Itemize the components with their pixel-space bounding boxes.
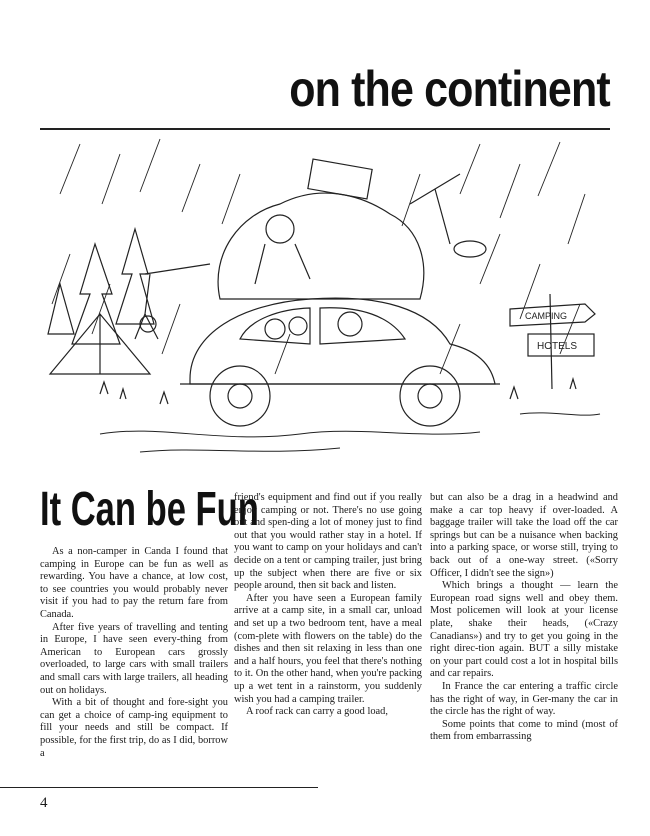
paragraph: but can also be a drag in a headwind and make a car top heavy if over-loaded. A baggage trailer will take the load off the car springs but can be a nuisance when backing into a parking space, or worse still, trying to back out of a one-way street. («Sorry Officer, I didn't see the sign»)	[430, 492, 618, 579]
title-rule	[40, 128, 610, 130]
pine-trees	[48, 229, 154, 344]
paragraph: After you have seen a European family arrive at a camp site, in a small car, unload and set up a two bedroom tent, have a meal (com-plete with flowers on the table) do the dishes and then sit relaxing in less than one and a half hours, you feel that there's nothing to it. On the other hand, when you're packing up a wet tent in a rainstorm, you suddenly wish you had a camping trailer.	[234, 592, 422, 705]
sign-camping: CAMPING	[525, 311, 568, 321]
article-column-3	[430, 492, 618, 744]
page-title: on the continent	[289, 61, 610, 117]
paragraph: In France the car entering a traffic circle has the right of way, in Ger-many the car in the circle has the right of way.	[430, 680, 618, 718]
paragraph: After five years of travelling and tenting in Europe, I have seen every-thing from American to European cars grossly overloaded, to large cars with small trailers and small cars with large trailers, all heading out on holidays.	[40, 621, 228, 696]
roof-luggage	[218, 159, 486, 299]
puddles	[100, 413, 600, 452]
paragraph: With a bit of thought and fore-sight you can get a choice of camp-ing equipment to fill your needs and still be compact. If possible, for the first trip, do as I did, borrow a	[40, 697, 228, 759]
paragraph: Which brings a thought — learn the European road signs well and obey them. Most policemen will look at your license plate, shake their heads, («Crazy Canadians») and try to get you going in the right direc-tion again. BUT a silly mistake on your part could cost a lot in hospital bills and car repairs.	[430, 580, 618, 680]
page-number: 4	[40, 795, 48, 811]
grass-tufts	[100, 379, 576, 404]
passengers	[265, 312, 362, 339]
paragraph: Some points that come to mind (most of them from embarrassing	[430, 718, 618, 743]
paragraph: friend's equipment and find out if you really enjoy camping or not. There's no use going out and spen-ding a lot of money just to find out that you would rather stay in a hotel. If you want to camp on your holidays and can't decide on a tent or camping trailer, just bring up the subject when there are five or six people around, then sit back and listen.	[234, 492, 422, 592]
tent	[50, 314, 150, 374]
article-heading: It Can be Fun	[40, 483, 259, 536]
article-column-2	[234, 492, 422, 719]
article-column-1	[40, 546, 228, 760]
rain-streaks	[52, 139, 585, 374]
cartoon-illustration	[40, 134, 610, 474]
footer-rule	[0, 787, 318, 788]
hanging-figure	[135, 264, 210, 339]
sign-hotels: HOTELS	[537, 341, 578, 352]
paragraph: A roof rack can carry a good load,	[246, 706, 388, 718]
paragraph: As a non-camper in Canda I found that camping in Europe can be fun as well as rewarding. You have a chance, at low cost, to see countries you would probably never visit if you had to pay the return fare from Canada.	[40, 546, 228, 620]
